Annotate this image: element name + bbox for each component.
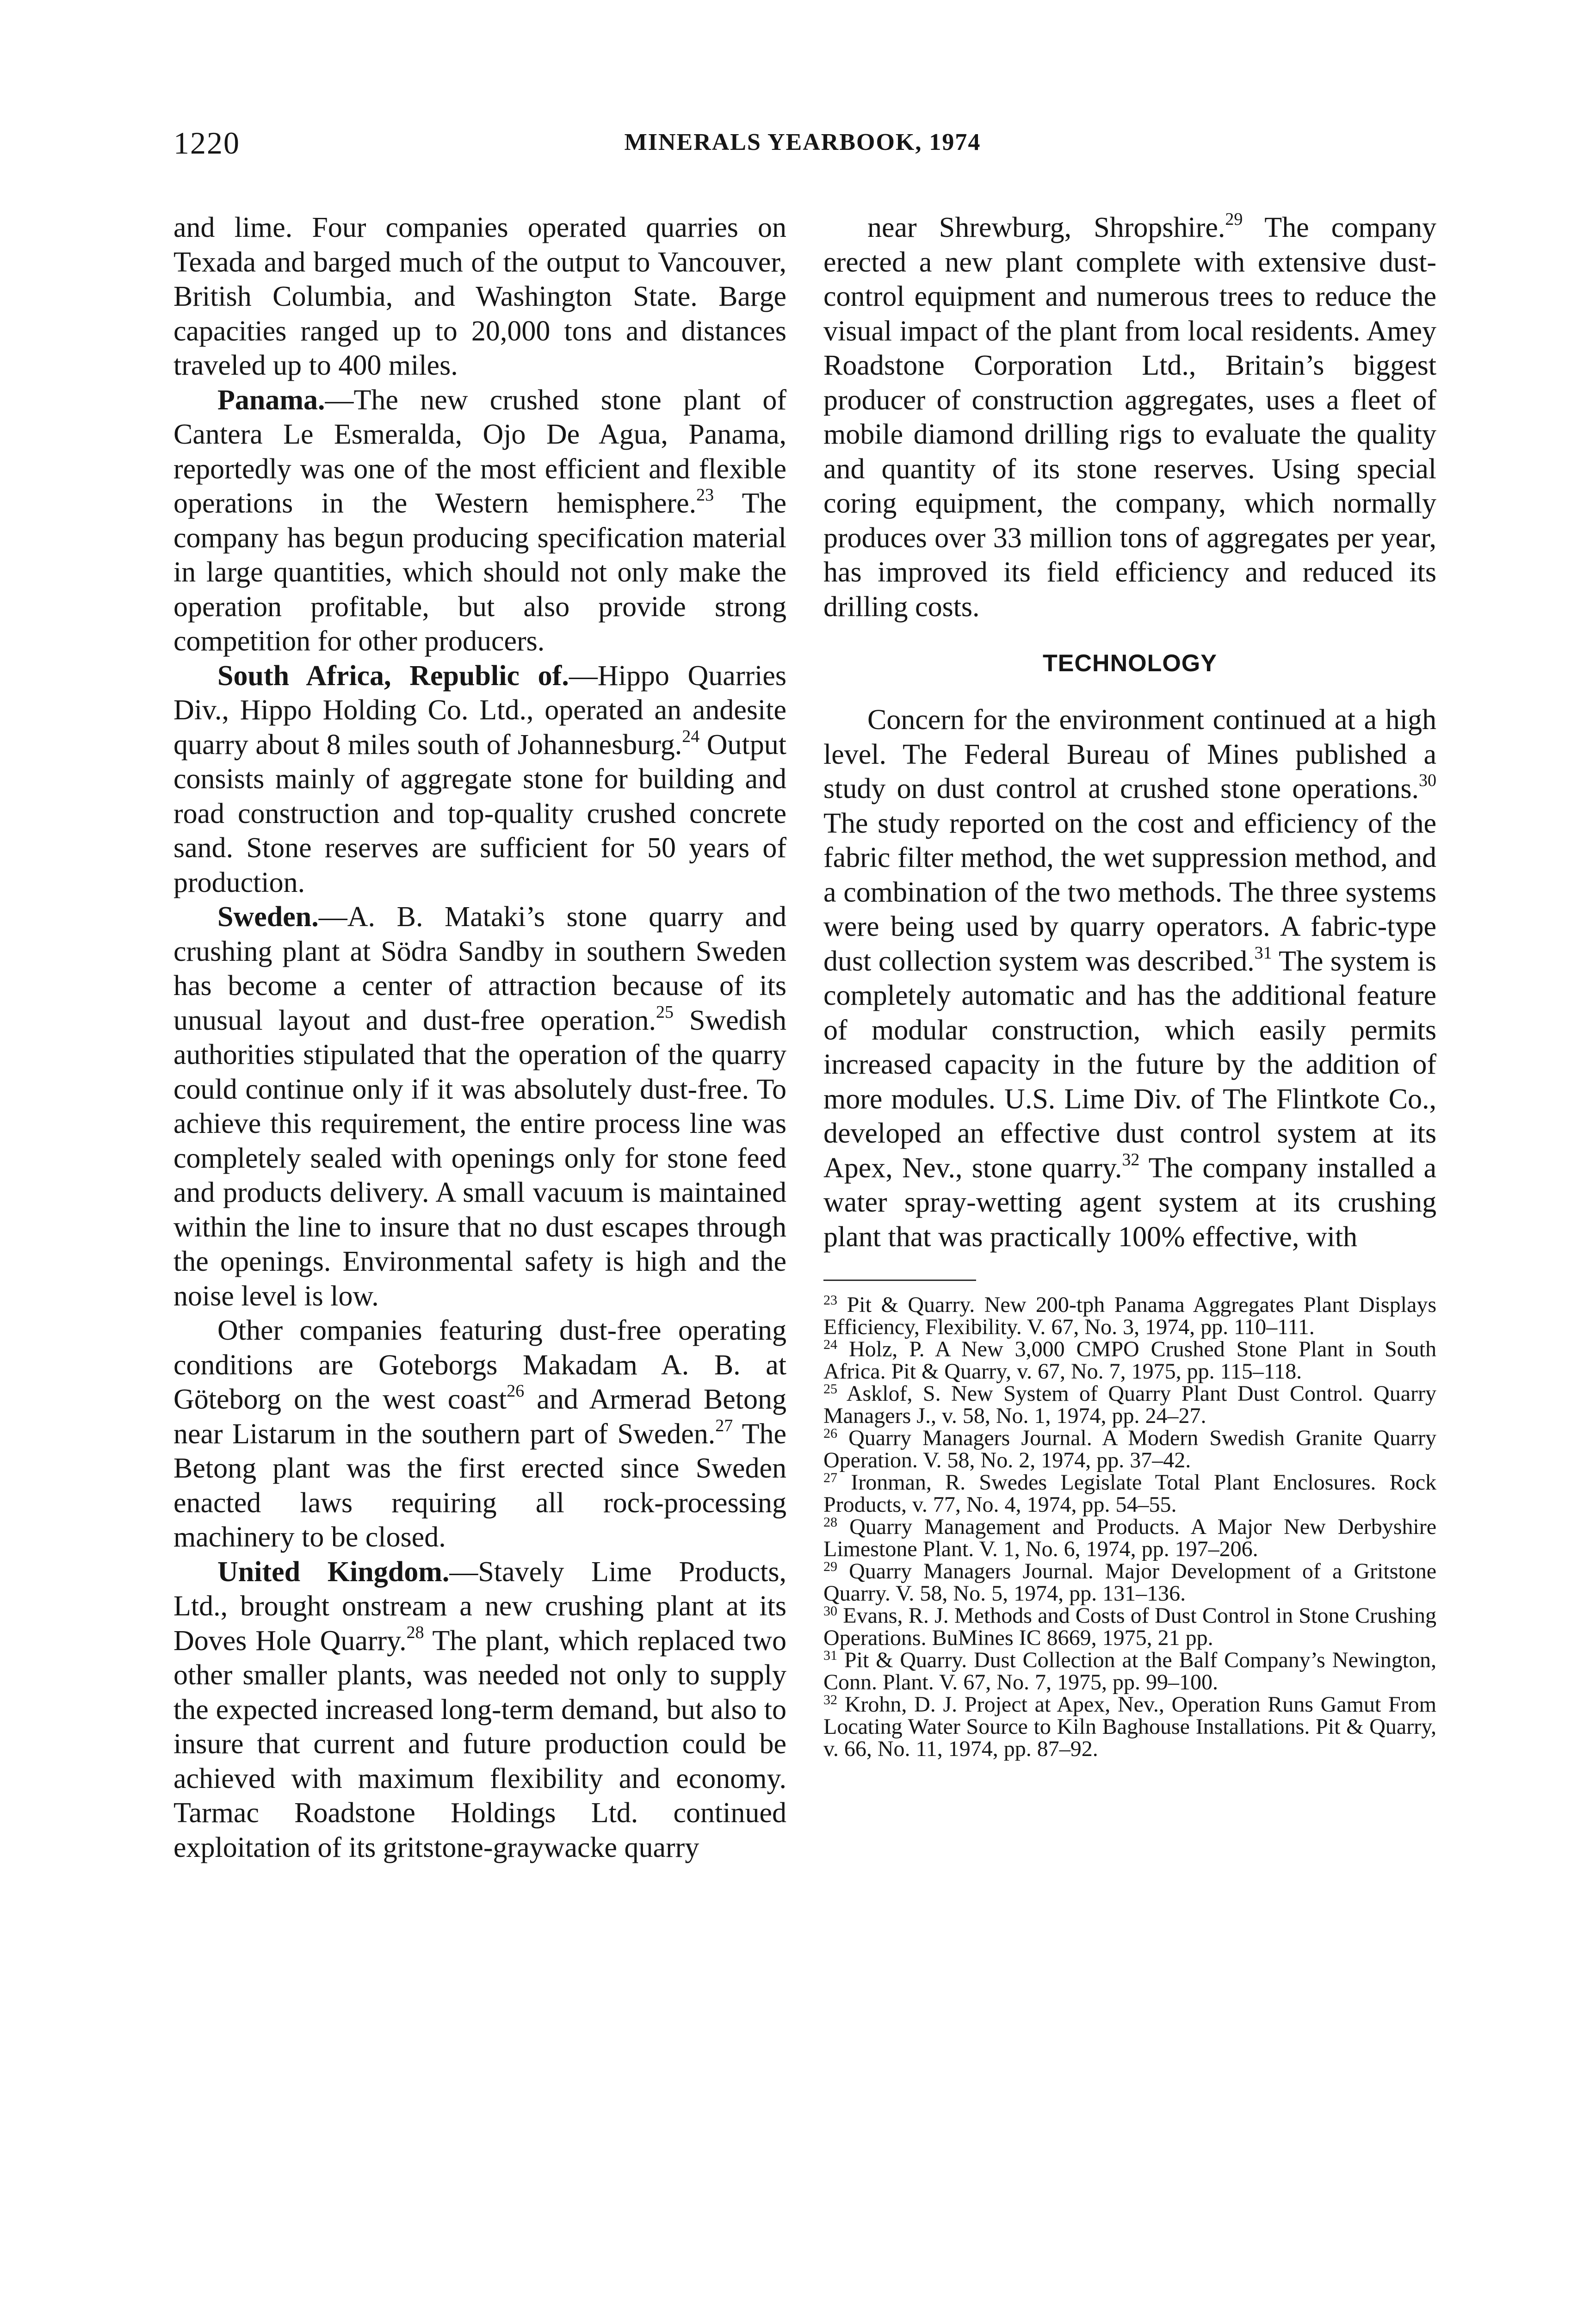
- left-column: [173, 210, 786, 1865]
- other-companies-text-c: The Betong plant was the first erected since Sweden enacted laws requiring all rock-processing machinery to be closed.: [173, 1418, 786, 1553]
- footnote-ref-28: 28: [406, 1622, 424, 1642]
- footnote-ref-32: 32: [1122, 1150, 1140, 1169]
- run-in-heading-south-africa: South Africa, Republic of.: [217, 660, 569, 692]
- section-heading-technology: TECHNOLOGY: [1043, 650, 1217, 677]
- continuation-text-b: The company erected a new plant complete with extensive dust-control equipment and numerous trees to reduce the visual impact of the plant from local residents. Amey Roadstone Corporation Ltd., Britain’s biggest producer of construction aggregates, uses a fleet of mobile diamond drilling rigs to evaluate the quality and quantity of its stone reserves. Using special coring equipment, the company, which normally produces over 33 million tons of aggregates per year, has improved its field efficiency and reduced its drilling costs.: [823, 212, 1436, 623]
- footnote-number: 30: [823, 1603, 837, 1619]
- right-column: [823, 210, 1436, 1760]
- footnote: [823, 1516, 1436, 1560]
- technology-text-a: Concern for the environment continued at a high level. The Federal Bureau of Mines published a study on dust control at crushed stone operations.: [823, 704, 1436, 804]
- footnote: [823, 1338, 1436, 1383]
- technology-text-b: The study reported on the cost and efficiency of the fabric filter method, the wet suppression method, and a combination of the two methods. The three systems were being used by quarry operators. A fabric-type dust collection system was described.: [823, 807, 1436, 977]
- footnote-ref-23: 23: [696, 485, 714, 505]
- paragraph-sweden: [173, 900, 786, 1313]
- footnote-text: Krohn, D. J. Project at Apex, Nev., Operation Runs Gamut From Locating Water Source to Kiln Baghouse Installations. Pit & Quarry, v. 66, No. 11, 1974, pp. 87–92.: [823, 1692, 1437, 1761]
- footnote: [823, 1294, 1436, 1338]
- footnote: [823, 1649, 1436, 1694]
- footnote-ref-30: 30: [1419, 771, 1436, 790]
- run-in-heading-sweden: Sweden.: [217, 901, 319, 933]
- footnote: [823, 1472, 1436, 1516]
- paragraph-uk-continuation: [823, 210, 1436, 624]
- footnote-number: 25: [823, 1381, 837, 1397]
- footnote-text: Holz, P. A New 3,000 CMPO Crushed Stone Plant in South Africa. Pit & Quarry, v. 67, No. 7, 1975, pp. 115–118.: [823, 1337, 1437, 1384]
- technology-text-d: The company installed a water spray-wetting agent system at its crushing plant that was practically 100% effective, with: [823, 1152, 1436, 1253]
- footnote-ref-26: 26: [507, 1381, 525, 1401]
- south-africa-text-b: Output consists mainly of aggregate stone for building and road construction and top-quality crushed concrete sand. Stone reserves are sufficient for 50 years of production.: [173, 729, 787, 898]
- footnote-number: 27: [823, 1470, 837, 1485]
- footnotes: [823, 1294, 1436, 1760]
- panama-text-b: The company has begun producing specification material in large quantities, which should not only make the operation profitable, but also provide strong competition for other producers.: [173, 488, 786, 657]
- footnote-text: Quarry Managers Journal. A Modern Swedish Granite Quarry Operation. V. 58, No. 2, 1974, pp. 37–42.: [823, 1426, 1436, 1472]
- footnote-ref-25: 25: [656, 1002, 674, 1022]
- running-title: MINERALS YEARBOOK, 1974: [624, 129, 981, 155]
- footnote: [823, 1560, 1436, 1605]
- sweden-text-b: Swedish authorities stipulated that the operation of the quarry could continue only if it was absolutely dust-free. To achieve this requirement, the entire process line was completely sealed with openings only for stone feed and products delivery. A small vacuum is maintained within the line to insure that no dust escapes through the openings. Environmental safety is high and the noise level is low.: [173, 1004, 786, 1312]
- united-kingdom-text-a: —Stavely Lime Products, Ltd., brought onstream a new crushing plant at its Doves Hole Quarry.: [173, 1556, 786, 1657]
- footnote-text: Pit & Quarry. Dust Collection at the Balf Company’s Newington, Conn. Plant. V. 67, No. 7, 1975, pp. 99–100.: [823, 1648, 1437, 1695]
- other-companies-text-a: Other companies featuring dust-free operating conditions are Goteborgs Makadam A. B. at Göteborg on the west coast: [173, 1315, 786, 1415]
- footnote-number: 32: [823, 1692, 837, 1707]
- paragraph-panama: [173, 383, 786, 659]
- united-kingdom-text-b: The plant, which replaced two other smaller plants, was needed not only to supply the expected increased long-term demand, but also to insure that current and future production could be achieved with maximum flexibility and economy. Tarmac Roadstone Holdings Ltd. continued exploitation of its gritstone-graywacke quarry: [173, 1625, 786, 1863]
- footnote-ref-27: 27: [715, 1416, 733, 1435]
- sweden-text-a: —A. B. Mataki’s stone quarry and crushing plant at Södra Sandby in southern Sweden has become a center of attraction because of its unusual layout and dust-free operation.: [173, 901, 786, 1036]
- continuation-text-a: near Shrewburg, Shropshire.: [867, 212, 1225, 243]
- paragraph-united-kingdom: [173, 1555, 786, 1865]
- footnote-ref-29: 29: [1225, 210, 1243, 229]
- footnote: [823, 1694, 1436, 1760]
- south-africa-text-a: —Hippo Quarries Div., Hippo Holding Co. Ltd., operated an andesite quarry about 8 miles south of Johannesburg.: [173, 660, 786, 761]
- footnote-number: 24: [823, 1337, 837, 1352]
- panama-text-a: —The new crushed stone plant of Cantera Le Esmeralda, Ojo De Agua, Panama, reportedly was one of the most efficient and flexible operations in the Western hemisphere.: [173, 384, 786, 519]
- footnote-number: 23: [823, 1293, 837, 1308]
- footnote-number: 29: [823, 1559, 837, 1574]
- run-in-heading-panama: Panama.: [217, 384, 325, 416]
- page-header: [173, 125, 1432, 185]
- footnote-text: Pit & Quarry. New 200-tph Panama Aggregates Plant Displays Efficiency, Flexibility. V. 67, No. 3, 1974, pp. 110–111.: [823, 1293, 1437, 1339]
- footnote-text: Quarry Managers Journal. Major Development of a Gritstone Quarry. V. 58, No. 5, 1974, pp. 131–136.: [823, 1559, 1437, 1606]
- paragraph-technology: [823, 703, 1436, 1254]
- footnote-number: 28: [823, 1515, 837, 1530]
- footnote-number: 31: [823, 1648, 837, 1663]
- footnote-text: Evans, R. J. Methods and Costs of Dust Control in Stone Crushing Operations. BuMines IC 8669, 1975, 21 pp.: [823, 1603, 1436, 1650]
- footnote-ref-24: 24: [682, 726, 700, 746]
- footnote-divider: [823, 1280, 976, 1281]
- footnote: [823, 1427, 1436, 1472]
- footnote-ref-31: 31: [1254, 943, 1272, 963]
- footnote-text: Quarry Management and Products. A Major New Derbyshire Limestone Plant. V. 1, No. 6, 1974, pp. 197–206.: [823, 1515, 1436, 1561]
- footnote: [823, 1605, 1436, 1649]
- paragraph-south-africa: [173, 659, 786, 900]
- footnote-text: Asklof, S. New System of Quarry Plant Dust Control. Quarry Managers J., v. 58, No. 1, 1974, pp. 24–27.: [823, 1381, 1436, 1428]
- run-in-heading-united-kingdom: United Kingdom.: [217, 1556, 450, 1588]
- paragraph-other-companies: [173, 1313, 786, 1555]
- footnote-number: 26: [823, 1426, 837, 1441]
- page-number: 1220: [173, 125, 240, 161]
- paragraph-texada: and lime. Four companies operated quarries on Texada and barged much of the output to Vancouver, British Columbia, and Washington State. Barge capacities ranged up to 20,000 tons and distances traveled up to 400 miles.: [173, 212, 786, 381]
- footnote-text: Ironman, R. Swedes Legislate Total Plant Enclosures. Rock Products, v. 77, No. 4, 1974, pp. 54–55.: [823, 1470, 1436, 1517]
- footnote: [823, 1383, 1436, 1427]
- other-companies-text-b: and Armerad Betong near Listarum in the southern part of Sweden.: [173, 1384, 787, 1450]
- technology-text-c: The system is completely automatic and has the additional feature of modular construction, which easily permits increased capacity in the future by the addition of more modules. U.S. Lime Div. of The Flintkote Co., developed an effective dust control system at its Apex, Nev., stone quarry.: [823, 945, 1436, 1184]
